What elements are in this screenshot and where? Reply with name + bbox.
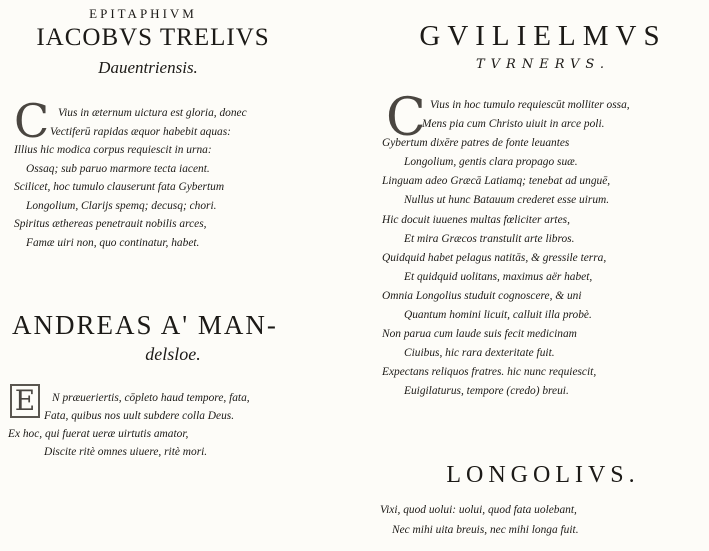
verse-line: Longolium, Clarijs spemq; decusq; chori. bbox=[26, 199, 217, 212]
andreas-name-heading: ANDREAS A' MAN- bbox=[12, 310, 278, 340]
verse-line: Gybertum dixēre patres de fonte leuantes bbox=[382, 137, 570, 150]
verse-line: N præueriertis, cōpleto haud tempore, fata, bbox=[52, 392, 250, 404]
epitaph-origin: Dauentriensis. bbox=[98, 58, 198, 77]
verse-line: Scilicet, hoc tumulo clauserunt fata Gybertum bbox=[14, 181, 225, 193]
verse-line: Linguam adeo Græcā Latiamq; tenebat ad unguē, bbox=[382, 175, 611, 188]
verse-line: Illius hic modica corpus requiescit in urna: bbox=[14, 144, 212, 156]
verse-line: Expectans reliquos fratres. hic nunc requiescit, bbox=[382, 366, 597, 379]
verse-line: Euigilaturus, tempore (credo) breui. bbox=[404, 385, 569, 398]
epitaph-verse bbox=[14, 104, 247, 252]
verse-line: Quantum homini licuit, calluit illa probè. bbox=[404, 309, 592, 322]
verse-line: Vius in hoc tumulo requiescūt molliter ossa, bbox=[430, 99, 630, 111]
andreas-name-continuation: delsloe. bbox=[145, 344, 201, 364]
verse-line: Longolium, gentis clara propago suæ. bbox=[404, 156, 578, 169]
verse-line: Non parua cum laude suis fecit medicinam bbox=[382, 328, 577, 341]
verse-line: Vixi, quod uolui: uolui, quod fata uolebant, bbox=[380, 504, 577, 516]
gulielmus-name-heading: GVILIELMVS bbox=[419, 20, 667, 52]
verse-line: Quidquid habet pelagus natitās, & gressile terra, bbox=[382, 251, 607, 264]
verse-line: Famæ uiri non, quo continatur, habet. bbox=[26, 236, 200, 249]
epitaph-label: EPITAPHIVM bbox=[89, 6, 197, 21]
verse-line: Discite ritè omnes uiuere, ritè mori. bbox=[44, 446, 208, 458]
verse-line: Nullus ut hunc Batauum crederet esse uirum. bbox=[404, 194, 610, 207]
gulielmus-verse bbox=[382, 96, 630, 402]
verse-line: Ossaq; sub paruo marmore tecta iacent. bbox=[26, 162, 210, 175]
verse-line: Ciuibus, hic rara dexteritate fuit. bbox=[404, 347, 555, 360]
verse-line: Hic docuit iuuenes multas fœliciter artes, bbox=[382, 213, 570, 226]
verse-line: Vius in æternum uictura est gloria, donec bbox=[58, 107, 247, 119]
verse-line: Vectiferū rapidas æquor habebit aquas: bbox=[50, 125, 231, 138]
verse-line: Et mira Græcos transtulit arte libros. bbox=[404, 232, 575, 245]
gulielmus-surname: TVRNERVS. bbox=[476, 57, 610, 72]
longolius-verse bbox=[380, 500, 579, 540]
verse-line: Ex hoc, qui fuerat ueræ uirtutis amator, bbox=[8, 428, 189, 440]
verse-line: Fata, quibus nos uult subdere colla Deus. bbox=[44, 410, 235, 422]
longolius-heading: LONGOLIVS. bbox=[446, 462, 640, 488]
verse-line: Spiritus æthereas penetrauit nobilis arces, bbox=[14, 218, 207, 230]
andreas-dropcap: E bbox=[10, 384, 40, 418]
gulielmus-dropcap: C bbox=[386, 88, 426, 148]
andreas-verse bbox=[8, 389, 250, 461]
verse-line: Omnia Longolius studuit cognoscere, & uni bbox=[382, 289, 582, 302]
verse-line: Et quidquid uolitans, maximus aër habet, bbox=[404, 270, 593, 283]
verse-line: Mens pia cum Christo uiuit in arce poli. bbox=[422, 118, 605, 131]
epitaph-name-heading: IACOBVS TRELIVS bbox=[36, 24, 270, 51]
epitaph-dropcap: C bbox=[14, 94, 50, 148]
verse-line: Nec mihi uita breuis, nec mihi longa fuit. bbox=[392, 524, 579, 536]
